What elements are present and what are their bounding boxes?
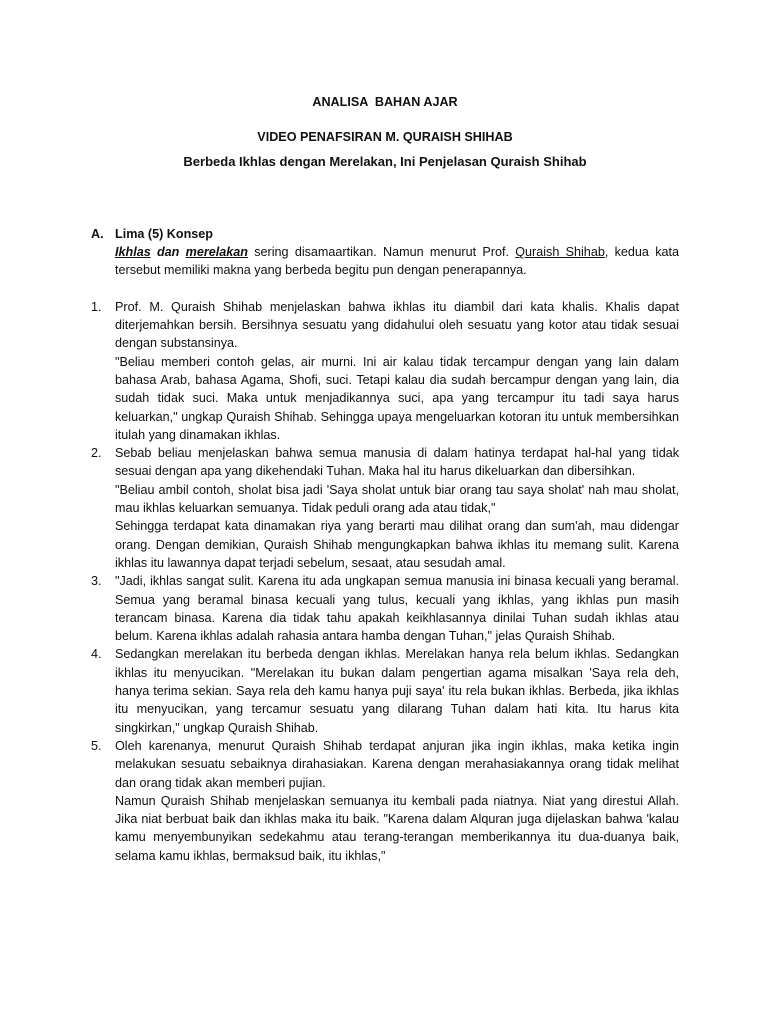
list-item-number: 3. [91, 574, 102, 589]
list-item-body [115, 645, 679, 736]
list-item-paragraph: "Jadi, ikhlas sangat sulit. Karena itu ada ungkapan semua manusia ini binasa kecuali yang beramal. Semua yang beramal binasa kecuali yang tulus, kecuali yang ikhlas, yang ikhlas pun masih terancam binasa. Karena dia tidak tahu apakah keikhlasannya dinilai Tuhan sudah ikhlas atau belum. Karena ikhlas adalah rahasia antara hamba dengan Tuhan," jelas Quraish Shihab. [115, 574, 679, 644]
list-item-paragraph: Sehingga terdapat kata dinamakan riya yang berarti mau dilihat orang dan sum'ah, mau didengar orang. Dengan demikian, Quraish Shihab mengungkapkan bahwa ikhlas itu memang sulit. Karena ikhlas itu lawannya dapat terjadi sebelum, sesaat, atau sesudah amal. [115, 519, 679, 570]
list-item-body [115, 737, 679, 865]
section-title: Lima (5) Konsep [115, 226, 213, 241]
list-item-body [115, 572, 679, 645]
list-item-paragraph: "Beliau memberi contoh gelas, air murni. Ini air kalau tidak tercampur dengan yang lain dalam bahasa Arab, bahasa Agama, Shofi, suci. Tetapi kalau dia sudah bercampur dengan yang lain, dia sudah tidak suci. Maka untuk menjadikannya suci, apa yang tercampur itu tadi saya harus keluarkan," ungkap Quraish Shihab. Sehingga upaya mengeluarkan kotoran itu untuk membersihkan itulah yang dinamakan ikhlas. [115, 354, 679, 442]
intro-term-ikhlas: Ikhlas [115, 245, 151, 260]
concept-list [91, 298, 679, 865]
document-heading: Berbeda Ikhlas dengan Merelakan, Ini Penjelasan Quraish Shihab [183, 153, 587, 169]
list-item-paragraph: Sebab beliau menjelaskan bahwa semua manusia di dalam hatinya terdapat hal-hal yang tidak sesuai dengan apa yang dikehendaki Tuhan. Maka hal itu harus dikeluarkan dan dibersihkan. [115, 446, 679, 479]
intro-text-1: sering disamaartikan. Namun menurut Prof. [247, 245, 516, 260]
list-item [91, 572, 679, 645]
section-intro [115, 243, 679, 280]
list-item [91, 737, 679, 865]
list-item-number: 5. [91, 738, 102, 753]
list-item-paragraph: Prof. M. Quraish Shihab menjelaskan bahwa ikhlas itu diambil dari kata khalis. Khalis dapat diterjemahkan bersih. Bersihnya sesuatu yang didahului oleh sesuatu yang kotor atau tidak sesuai dengan substansinya. [115, 299, 679, 351]
intro-name-link[interactable]: Quraish Shihab [515, 245, 605, 260]
list-item-paragraph: Oleh karenanya, menurut Quraish Shihab terdapat anjuran jika ingin ikhlas, maka ketika ingin melakukan sesuatu sebaiknya dirahasiakan. Karena dengan merahasiakannya orang tidak melihat dan orang tidak akan memberi pujian. [115, 738, 679, 790]
title-block [91, 93, 679, 171]
list-item-paragraph: "Beliau ambil contoh, sholat bisa jadi 'Saya sholat untuk biar orang tau saya sholat' nah mau sholat, mau ikhlas keluarkan semuanya. Tidak peduli orang ada atau tidak," [115, 482, 679, 516]
list-item [91, 444, 679, 572]
list-item [91, 645, 679, 736]
section-a [91, 225, 679, 280]
list-item-number: 1. [91, 299, 102, 314]
intro-conjunction: dan [156, 245, 180, 260]
document-subtitle: VIDEO PENAFSIRAN M. QURAISH SHIHAB [257, 130, 513, 145]
section-content [115, 225, 679, 280]
intro-term-merelakan: merelakan [185, 245, 248, 260]
document-title: ANALISA BAHAN AJAR [312, 95, 458, 109]
list-item-number: 4. [91, 647, 102, 662]
list-item-paragraph: Sedangkan merelakan itu berbeda dengan ikhlas. Merelakan hanya rela belum ikhlas. Sedangkan ikhlas itu menyucikan. "Merelakan itu bukan dalam pengertian agama misalkan 'Saya rela deh, hanya terima sekian. Saya rela deh kamu hanya puji saya' itu rela bukan ikhlas. Berbeda, jika ikhlas itu menyucikan, yang tercamur sesuatu yang dilarang Tuhan dalam hati kita. Itu harus kita singkirkan," ungkap Quraish Shihab. [115, 647, 679, 735]
intro-text-2: , kedua kata tersebut memiliki makna yang berbeda begitu pun dengan penerapannya. [115, 245, 679, 278]
list-item-body [115, 298, 679, 444]
list-item-body [115, 444, 679, 572]
list-item-number: 2. [91, 446, 102, 461]
list-item-paragraph: Namun Quraish Shihab menjelaskan semuanya itu kembali pada niatnya. Niat yang direstui Allah. Jika niat berbuat baik dan ikhlas maka itu baik. "Karena dalam Alquran juga dijelaskan bahwa 'kalau kamu menyembunyikan sedekahmu atau terang-terangan memberikannya itu dua-duanya baik, selama kamu ikhlas, bermaksud baik, itu ikhlas," [115, 793, 679, 863]
list-item [91, 298, 679, 444]
section-marker: A. [91, 226, 104, 241]
